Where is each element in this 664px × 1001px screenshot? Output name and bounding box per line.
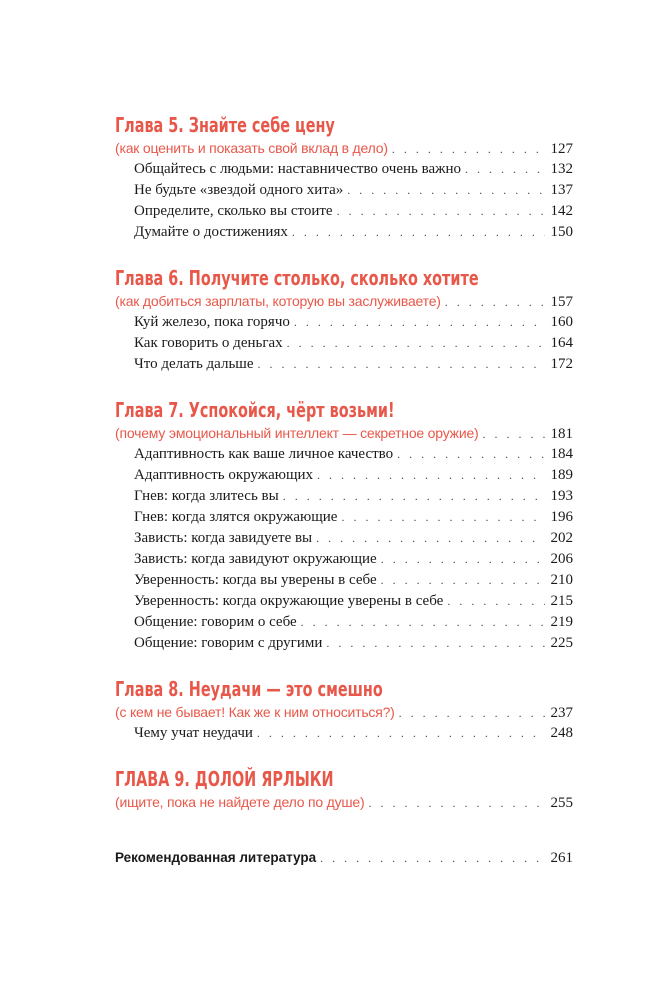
toc-item-label: Зависть: когда завидуют окружающие [134,551,377,567]
chapter-subtitle: (как оценить и показать свой вклад в дело) [115,140,388,156]
page-number: 215 [550,593,573,609]
dot-leader [341,507,544,528]
chapter-title: Глава 5. Знайте себе цену [115,113,335,137]
toc-item-label: Адаптивность как ваше личное качество [134,446,394,462]
toc-item [115,312,573,333]
chapter-subtitle: (с кем не бывает! Как же к ним относиться?) [115,704,395,720]
page-number: 237 [550,705,573,721]
toc-item [115,222,573,243]
dot-leader [301,612,545,633]
chapter-subtitle: (как добиться зарплаты, которую вы заслуживаете) [115,293,441,309]
dot-leader [316,528,544,549]
dot-leader [294,312,545,333]
toc-item [115,180,573,201]
toc-item [115,591,573,612]
dot-leader [283,486,545,507]
dot-leader [381,549,545,570]
toc-item-label: Гнев: когда злитесь вы [134,488,279,504]
page-number: 202 [550,530,573,546]
page-number: 206 [550,551,573,567]
dot-leader [381,570,545,591]
page-number: 160 [550,314,573,330]
toc-item-label: Думайте о достижениях [134,224,288,240]
toc-item-label: Куй железо, пока горячо [134,314,290,330]
dot-leader [399,703,545,724]
dot-leader [257,723,545,744]
chapter-5 [115,112,573,243]
toc-item-label: Уверенность: когда вы уверены в себе [134,572,377,588]
dot-leader [483,424,545,445]
page-number: 137 [550,182,573,198]
toc-item [115,570,573,591]
page-number: 132 [550,161,573,177]
page-number: 164 [550,335,573,351]
chapter-8 [115,676,573,744]
references-row [115,847,573,868]
chapter-subtitle-row [115,792,573,813]
chapter-subtitle-row [115,138,573,159]
page-number: 150 [550,224,573,240]
page-number: 248 [550,725,573,741]
toc-item-label: Как говорить о деньгах [134,335,283,351]
toc-item [115,723,573,744]
page-number: 255 [550,795,573,811]
dot-leader [326,633,544,654]
chapter-title: Глава 6. Получите столько, сколько хотите [115,266,479,290]
chapter-title: Глава 7. Успокойся, чёрт возьми! [115,398,395,422]
toc-item [115,444,573,465]
toc-item-label: Зависть: когда завидуете вы [134,530,313,546]
chapter-subtitle-row [115,423,573,444]
toc-item [115,201,573,222]
toc-item [115,633,573,654]
toc-item-label: Общение: говорим о себе [134,614,297,630]
toc-item-label: Чему учат неудачи [134,725,253,741]
page-number: 196 [550,509,573,525]
toc-item-label: Общайтесь с людьми: наставничество очень важно [134,161,462,177]
toc-item-label: Определите, сколько вы стоите [134,203,333,219]
dot-leader [258,354,545,375]
page-number: 157 [550,294,573,310]
page-number: 181 [550,426,573,442]
page-number: 225 [550,635,573,651]
toc-item-label: Уверенность: когда окружающие уверены в себе [134,593,444,609]
chapter-7 [115,397,573,654]
toc-item-label: Не будьте «звездой одного хита» [134,182,344,198]
page-number: 172 [550,356,573,372]
dot-leader [397,444,544,465]
toc-item-label: Гнев: когда злятся окружающие [134,509,338,525]
toc-item [115,159,573,180]
toc-item [115,549,573,570]
toc-item [115,612,573,633]
chapter-6 [115,265,573,375]
page-number: 127 [550,141,573,157]
chapter-subtitle-row [115,702,573,723]
chapter-subtitle-row [115,291,573,312]
chapter-title: ГЛАВА 9. ДОЛОЙ ЯРЛЫКИ [115,767,334,791]
toc-item [115,528,573,549]
dot-leader [320,848,544,869]
dot-leader [445,292,545,313]
dot-leader [292,222,545,243]
page-number: 261 [550,850,573,866]
toc-item [115,486,573,507]
page-number: 189 [550,467,573,483]
dot-leader [447,591,544,612]
references-label: Рекомендованная литература [115,850,317,865]
dot-leader [317,465,544,486]
chapter-9 [115,766,573,813]
page-number: 219 [550,614,573,630]
toc-item [115,354,573,375]
toc-item-label: Что делать дальше [134,356,254,372]
chapter-subtitle: (почему эмоциональный интеллект — секретное оружие) [115,425,479,441]
dot-leader [368,793,544,814]
toc-item-label: Адаптивность окружающих [134,467,314,483]
page-number: 184 [550,446,573,462]
chapter-subtitle: (ищите, пока не найдете дело по душе) [115,794,365,810]
chapter-title: Глава 8. Неудачи — это смешно [115,677,383,701]
toc-item [115,507,573,528]
page-number: 193 [550,488,573,504]
dot-leader [347,180,544,201]
dot-leader [287,333,545,354]
toc-item [115,465,573,486]
dot-leader [392,139,545,160]
table-of-contents [115,112,573,868]
page-number: 210 [550,572,573,588]
toc-item-label: Общение: говорим с другими [134,635,323,651]
page-number: 142 [550,203,573,219]
toc-item [115,333,573,354]
dot-leader [465,159,544,180]
dot-leader [337,201,545,222]
